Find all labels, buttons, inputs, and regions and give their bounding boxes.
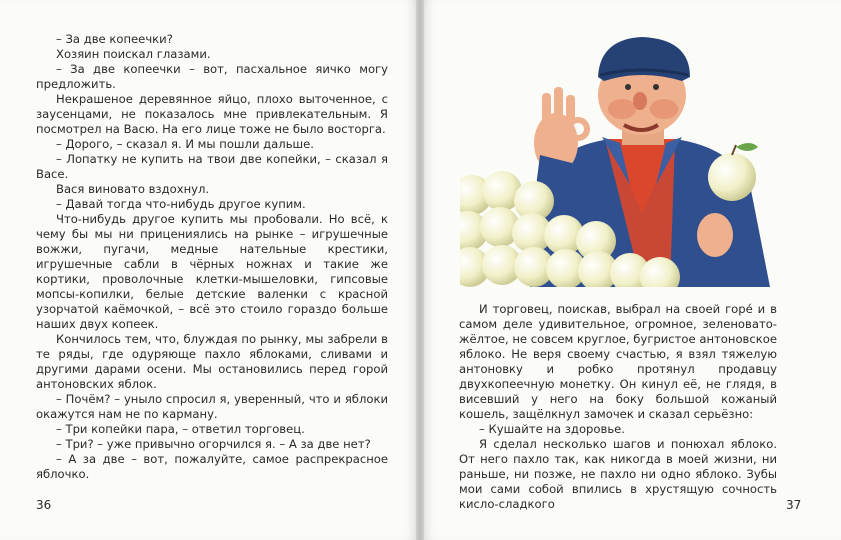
paragraph: – Три? – уже привычно огорчился я. – А за две нет? [56, 437, 371, 451]
book-gutter [416, 0, 424, 540]
page-number-left: 36 [36, 498, 52, 512]
paragraph: – Почём? – уныло спросил я, уверенный, что и яблоки окажутся нам не по карману. [36, 392, 388, 421]
held-apple [708, 153, 756, 201]
right-hand [697, 213, 733, 257]
paragraph: Что-нибудь другое купить мы пробовали. Но всё, к чему бы мы ни прицениялись на рынке – игрушечные вожжи, пугачи, медные нательные крестики, игрушечные сабли в чёрных ножнах и такие же кортики, проволочные клетки-мышеловки, гипсовые мопсы-копилки, белые детские валенки с красной узорчатой каёмочкой, – всё это стоило гораздо больше наших двух копеек. [36, 212, 388, 331]
paragraph: – Три копейки пара, – ответил торговец. [56, 422, 305, 436]
right-page-text [459, 302, 777, 512]
paragraph: – Давай тогда что-нибудь другое купим. [56, 197, 306, 211]
paragraph: Кончилось тем, что, блуждая по рынку, мы забрели в те ряды, где одуряюще пахло яблоками, сливами и другими дарами осени. Мы остановились перед горой антоновских яблок. [36, 332, 388, 391]
paragraph: – За две копеечки – вот, пасхальное яичко могу предложить. [36, 62, 388, 91]
cap-shape [598, 37, 690, 81]
paragraph: – Кушайте на здоровье. [479, 422, 625, 436]
paragraph: Некрашеное деревянное яйцо, плохо выточенное, с заусенцами, не показалось мне привлекательным. Я посмотрел на Васю. На его лице тоже не было восторга. [36, 92, 388, 136]
paragraph: – А за две – вот, пожалуйте, самое распрекрасное яблочко. [36, 452, 388, 481]
paragraph: – За две копеечки? [56, 32, 173, 46]
merchant-with-apples-illustration [460, 35, 778, 287]
paragraph: И торговец, поискав, выбрал на своей горе́ и в самом деле удивительное, огромное, зеленовато-жёлтое, не совсем круглое, бугристое антоновское яблоко. Не веря своему счастью, я взял тяжелую антоновку и робко протянул продавцу двухкопеечную монетку. Он кинул её, не глядя, в висевший у него на боку большой кожаный кошель, защёлкнул замочек и сказал серьёзно: [459, 302, 777, 421]
left-page-text [36, 32, 388, 482]
paragraph: – Лопатку не купить на твои две копейки, – сказал я Васе. [36, 152, 388, 181]
paragraph: – Дорого, – сказал я. И мы пошли дальше. [56, 137, 314, 151]
paragraph: Вася виновато вздохнул. [56, 182, 210, 196]
illustration-svg [460, 35, 778, 287]
paragraph: Хозяин поискал глазами. [56, 47, 211, 61]
paragraph: Я сделал несколько шагов и понюхал яблоко. От него пахло так, как никогда в моей жизни, ни раньше, ни позже, не пахло ни одно яблоко. Зубы мои сами собой впились в хрустящую сочность кисло-сладкого [459, 437, 777, 511]
page-number-right: 37 [786, 498, 802, 512]
